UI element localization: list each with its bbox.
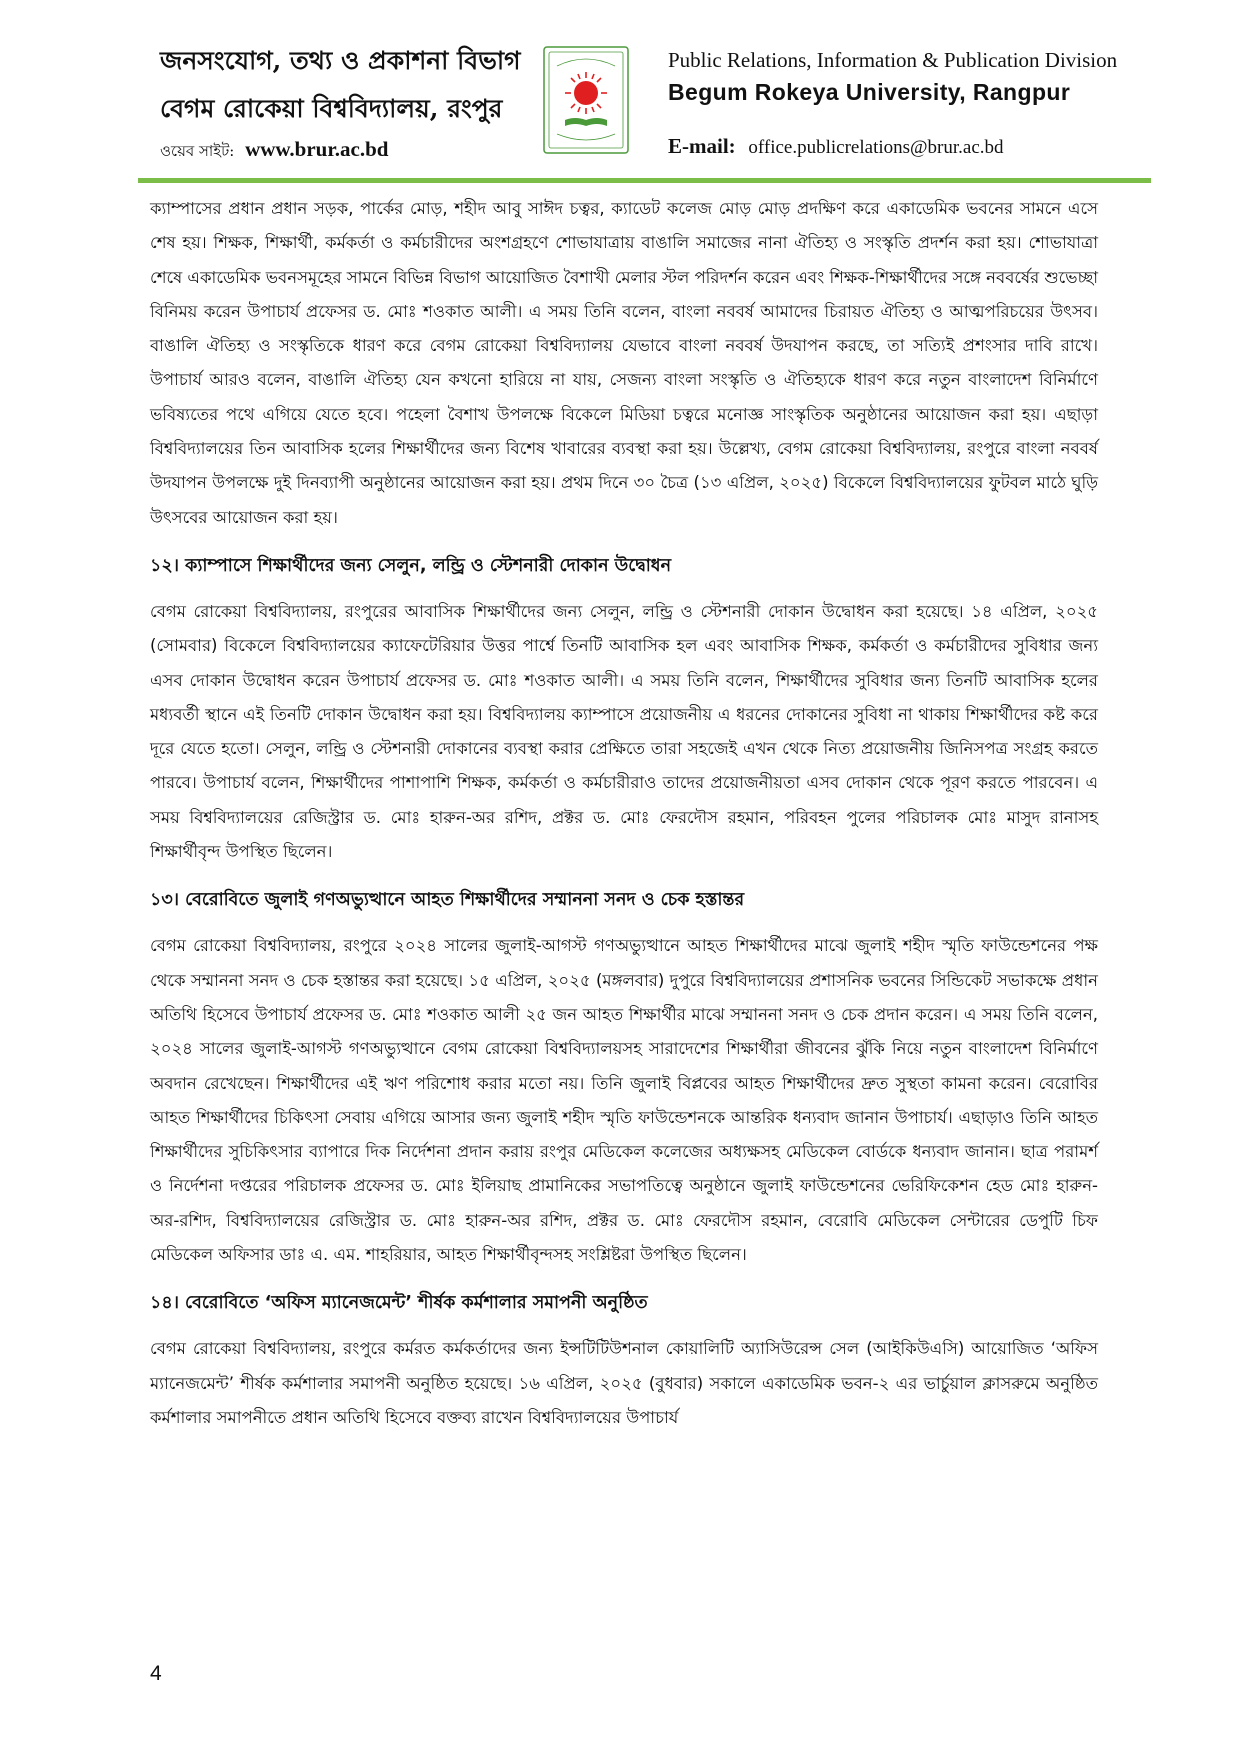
header-divider (138, 178, 1151, 183)
website-link[interactable]: www.brur.ac.bd (245, 137, 389, 161)
document-body (150, 192, 1098, 1435)
letterhead-bangla (160, 44, 520, 162)
page-number: 4 (150, 1662, 162, 1685)
email-line (668, 132, 1138, 162)
website-label: ওয়েব সাইট: (160, 142, 235, 160)
website-line (160, 138, 520, 162)
letterhead (0, 0, 1240, 180)
division-name-en: Public Relations, Information & Publication Division (668, 48, 1118, 72)
email-label: E-mail: (668, 134, 736, 158)
university-name-bn: বেগম রোকেয়া বিশ্ববিদ্যালয়, রংপুর (160, 94, 503, 123)
paragraph-section-12: বেগম রোকেয়া বিশ্ববিদ্যালয়, রংপুরের আবাসিক শিক্ষার্থীদের জন্য সেলুন, লন্ড্রি ও স্টেশনারী দোকান উদ্বোধন করা হয়েছে। ১৪ এপ্রিল, ২০২৫ (সোমবার) বিকেলে বিশ্ববিদ্যালয়ের ক্যাফেটেরিয়ার উত্তর পার্শ্বে তিনটি আবাসিক হল এবং আবাসিক শিক্ষক, কর্মকর্তা ও কর্মচারীদের সুবিধার জন্য এসব দোকান উদ্বোধন করেন উপাচার্য প্রফেসর ড. মোঃ শওকাত আলী। এ সময় তিনি বলেন, শিক্ষার্থীদের সুবিধার জন্য তিনটি আবাসিক হলের মধ্যবর্তী স্থানে এই তিনটি দোকান উদ্বোধন করা হয়। বিশ্ববিদ্যালয় ক্যাম্পাসে প্রয়োজনীয় এ ধরনের দোকানের সুবিধা না থাকায় শিক্ষার্থীদের কষ্ট করে দূরে যেতে হতো। সেলুন, লন্ড্রি ও স্টেশনারী দোকানের ব্যবস্থা করার প্রেক্ষিতে তারা সহজেই এখন থেকে নিত্য প্রয়োজনীয় জিনিসপত্র সংগ্রহ করতে পারবে। উপাচার্য বলেন, শিক্ষার্থীদের পাশাপাশি শিক্ষক, কর্মকর্তা ও কর্মচারীরাও তাদের প্রয়োজনীয়তা এসব দোকান থেকে পূরণ করতে পারবেন। এ সময় বিশ্ববিদ্যালয়ের রেজিস্ট্রার ড. মোঃ হারুন-অর রশিদ, প্রক্টর ড. মোঃ ফেরদৌস রহমান, পরিবহন পুলের পরিচালক মোঃ মাসুদ রানাসহ শিক্ষার্থীবৃন্দ উপস্থিত ছিলেন। (150, 601, 1098, 862)
university-name-en: Begum Rokeya University, Rangpur (668, 79, 1071, 105)
paragraph-intro: ক্যাম্পাসের প্রধান প্রধান সড়ক, পার্কের মোড়, শহীদ আবু সাঈদ চত্বর, ক্যাডেট কলেজ মোড় মোড় প্রদক্ষিণ করে একাডেমিক ভবনের সামনে এসে শেষ হয়। শিক্ষক, শিক্ষার্থী, কর্মকর্তা ও কর্মচারীদের অংশগ্রহণে শোভাযাত্রায় বাঙালি সমাজের নানা ঐতিহ্য ও সংস্কৃতি প্রদর্শন করা হয়। শোভাযাত্রা শেষে একাডেমিক ভবনসমূহের সামনে বিভিন্ন বিভাগ আয়োজিত বৈশাখী মেলার স্টল পরিদর্শন করেন এবং শিক্ষক-শিক্ষার্থীদের সঙ্গে নববর্ষের শুভেচ্ছা বিনিময় করেন উপাচার্য প্রফেসর ড. মোঃ শওকাত আলী। এ সময় তিনি বলেন, বাংলা নববর্ষ আমাদের চিরায়ত ঐতিহ্য ও আত্মপরিচয়ের উৎসব। বাঙালি ঐতিহ্য ও সংস্কৃতিকে ধারণ করে বেগম রোকেয়া বিশ্ববিদ্যালয় যেভাবে বাংলা নববর্ষ উদযাপন করছে, তা সত্যিই প্রশংসার দাবি রাখে। উপাচার্য আরও বলেন, বাঙালি ঐতিহ্য যেন কখনো হারিয়ে না যায়, সেজন্য বাংলা সংস্কৃতি ও ঐতিহ্যকে ধারণ করে নতুন বাংলাদেশ বিনির্মাণে ভবিষ্যতের পথে এগিয়ে যেতে হবে। পহেলা বৈশাখ উপলক্ষে বিকেলে মিডিয়া চত্বরে মনোজ্ঞ সাংস্কৃতিক অনুষ্ঠানের আয়োজন করা হয়। এছাড়া বিশ্ববিদ্যালয়ের তিন আবাসিক হলের শিক্ষার্থীদের জন্য বিশেষ খাবারের ব্যবস্থা করা হয়। উল্লেখ্য, বেগম রোকেয়া বিশ্ববিদ্যালয়, রংপুরে বাংলা নববর্ষ উদযাপন উপলক্ষে দুই দিনব্যাপী অনুষ্ঠানের আয়োজন করা হয়। প্রথম দিনে ৩০ চৈত্র (১৩ এপ্রিল, ২০২৫) বিকেলে বিশ্ববিদ্যালয়ের ফুটবল মাঠে ঘুড়ি উৎসবের আয়োজন করা হয়। (150, 199, 1098, 527)
division-name-bn: জনসংযোগ, তথ্য ও প্রকাশনা বিভাগ (160, 46, 521, 75)
heading-section-13: ১৩। বেরোবিতে জুলাই গণঅভ্যুত্থানে আহত শিক্ষার্থীদের সম্মাননা সনদ ও চেক হস্তান্তর (150, 890, 745, 911)
paragraph-section-14: বেগম রোকেয়া বিশ্ববিদ্যালয়, রংপুরে কর্মরত কর্মকর্তাদের জন্য ইন্সটিটিউশনাল কোয়ালিটি অ্যাসিউরেন্স সেল (আইকিউএসি) আয়োজিত ‘অফিস ম্যানেজমেন্ট’ শীর্ষক কর্মশালার সমাপনী অনুষ্ঠিত হয়েছে। ১৬ এপ্রিল, ২০২৫ (বুধবার) সকালে একাডেমিক ভবন-২ এর ভার্চুয়াল ক্লাসরুমে অনুষ্ঠিত কর্মশালার সমাপনীতে প্রধান অতিথি হিসেবে বক্তব্য রাখেন বিশ্ববিদ্যালয়ের উপাচার্য (150, 1339, 1098, 1427)
university-logo-icon (543, 46, 629, 154)
heading-section-12: ১২। ক্যাম্পাসে শিক্ষার্থীদের জন্য সেলুন, লন্ড্রি ও স্টেশনারী দোকান উদ্বোধন (150, 555, 672, 576)
paragraph-section-13: বেগম রোকেয়া বিশ্ববিদ্যালয়, রংপুরে ২০২৪ সালের জুলাই-আগস্ট গণঅভ্যুত্থানে আহত শিক্ষার্থীদের মাঝে জুলাই শহীদ স্মৃতি ফাউন্ডেশনের পক্ষ থেকে সম্মাননা সনদ ও চেক হস্তান্তর করা হয়েছে। ১৫ এপ্রিল, ২০২৫ (মঙ্গলবার) দুপুরে বিশ্ববিদ্যালয়ের প্রশাসনিক ভবনের সিন্ডিকেট সভাকক্ষে প্রধান অতিথি হিসেবে উপাচার্য প্রফেসর ড. মোঃ শওকাত আলী ২৫ জন আহত শিক্ষার্থীর মাঝে সম্মাননা সনদ ও চেক প্রদান করেন। এ সময় তিনি বলেন, ২০২৪ সালের জুলাই-আগস্ট গণঅভ্যুত্থানে বেগম রোকেয়া বিশ্ববিদ্যালয়সহ সারাদেশের শিক্ষার্থীরা জীবনের ঝুঁকি নিয়ে নতুন বাংলাদেশ বিনির্মাণে অবদান রেখেছেন। শিক্ষার্থীদের এই ঋণ পরিশোধ করার মতো নয়। তিনি জুলাই বিপ্লবের আহত শিক্ষার্থীদের দ্রুত সুস্থতা কামনা করেন। বেরোবির আহত শিক্ষার্থীদের চিকিৎসা সেবায় এগিয়ে আসার জন্য জুলাই শহীদ স্মৃতি ফাউন্ডেশনকে আন্তরিক ধন্যবাদ জানান উপাচার্য। এছাড়াও তিনি আহত শিক্ষার্থীদের সুচিকিৎসার ব্যাপারে দিক নির্দেশনা প্রদান করায় রংপুর মেডিকেল কলেজের অধ্যক্ষসহ মেডিকেল বোর্ডকে ধন্যবাদ জানান। ছাত্র পরামর্শ ও নির্দেশনা দপ্তরের পরিচালক প্রফেসর ড. মোঃ ইলিয়াছ প্রামানিকের সভাপতিত্বে অনুষ্ঠানে জুলাই ফাউন্ডেশনের ভেরিফিকেশন হেড মোঃ হারুন-অর-রশিদ, বিশ্ববিদ্যালয়ের রেজিস্ট্রার ড. মোঃ হারুন-অর রশিদ, প্রক্টর ড. মোঃ ফেরদৌস রহমান, বেরোবি মেডিকেল সেন্টারের ডেপুটি চিফ মেডিকেল অফিসার ডাঃ এ. এম. শাহরিয়ার, আহত শিক্ষার্থীবৃন্দসহ সংশ্লিষ্টরা উপস্থিত ছিলেন। (150, 936, 1098, 1265)
heading-section-14: ১৪। বেরোবিতে ‘অফিস ম্যানেজমেন্ট’ শীর্ষক কর্মশালার সমাপনী অনুষ্ঠিত (150, 1293, 648, 1314)
letterhead-english (668, 46, 1138, 162)
email-link[interactable]: office.publicrelations@brur.ac.bd (748, 137, 1004, 158)
